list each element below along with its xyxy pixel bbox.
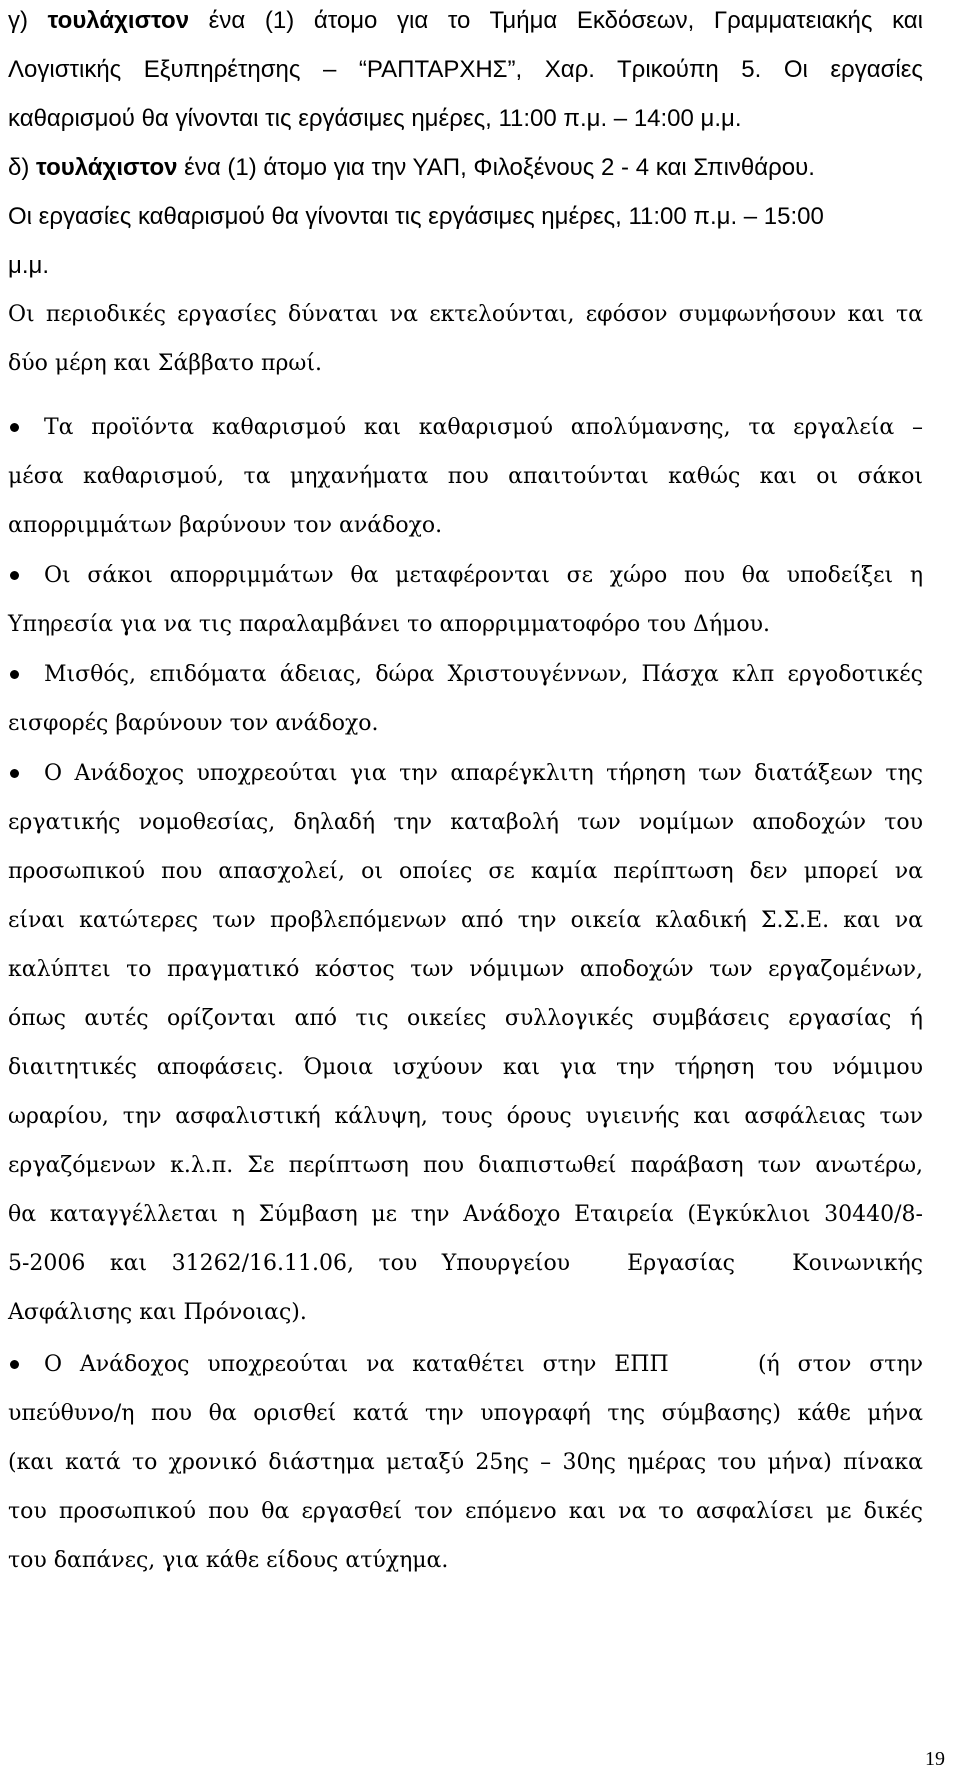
bullet-item-4 (8, 749, 923, 1337)
bullet-3-line-1: Μισθός, επιδόματα άδειας, δώρα Χριστουγέννων, Πάσχα κλπ εργοδοτικές (44, 662, 923, 687)
bullet-5-line-3: (και κατά το χρονικό διάστημα μεταξύ 25ης – 30ης ημέρας του μήνα) πίνακα (8, 1450, 923, 1475)
bullet-2-line-1: Οι σάκοι απορριμμάτων θα μεταφέρονται σε χώρο που θα υποδείξει η (44, 563, 923, 588)
bullet-5-line-5: του δαπάνες, για κάθε είδους ατύχημα. (8, 1548, 449, 1573)
paragraph-delta-bold: τουλάχιστον (36, 154, 178, 181)
paragraph-delta-line-2: Οι εργασίες καθαρισμού θα γίνονται τις εργάσιμες ημέρες, 11:00 π.μ. – 15:00 (8, 203, 824, 230)
bullet-4-line-4: είναι κατώτερες των προβλεπόμενων από την οικεία κλαδική Σ.Σ.Ε. και να (8, 908, 923, 933)
bullet-5-line-4: του προσωπικού που θα εργασθεί τον επόμενο και να το ασφαλίσει με δικές (8, 1499, 923, 1524)
bullet-4-line-12: Ασφάλισης και Πρόνοιας). (8, 1300, 307, 1325)
periodic-line-2: δύο μέρη και Σάββατο πρωί. (8, 351, 322, 376)
paragraph-gamma-line-1 (8, 0, 923, 45)
paragraph-gamma-line-2: Λογιστικής Εξυπηρέτησης – “ΡΑΠΤΑΡΧΗΣ”, Χαρ. Τρικούπη 5. Οι εργασίες (8, 56, 923, 83)
paragraph-delta (8, 143, 923, 290)
bullet-4-line-11: 5-2006 και 31262/16.11.06, του Υπουργείου Εργασίας Κοινωνικής (8, 1251, 923, 1276)
bullet-1-line-2: μέσα καθαρισμού, τα μηχανήματα που απαιτούνται καθώς και οι σάκοι (8, 464, 923, 489)
bullet-4-line-1: Ο Ανάδοχος υποχρεούται για την απαρέγκλιτη τήρηση των διατάξεων της (44, 761, 923, 786)
paragraph-delta-label: δ) (8, 154, 30, 181)
bullet-4-line-10: θα καταγγέλλεται η Σύμβαση με την Ανάδοχο Εταιρεία (Εγκύκλιοι 30440/8- (8, 1202, 923, 1227)
bullet-5-line-1: Ο Ανάδοχος υποχρεούται να καταθέτει στην ΕΠΠ (ή στον στην (44, 1352, 923, 1377)
bullet-3-line-2: εισφορές βαρύνουν τον ανάδοχο. (8, 711, 379, 736)
paragraph-gamma-line-3: καθαρισμού θα γίνονται τις εργάσιμες ημέρες, 11:00 π.μ. – 14:00 μ.μ. (8, 105, 742, 132)
bullet-item-1 (8, 403, 923, 550)
bullet-4-line-6: όπως αυτές ορίζονται από τις οικείες συλλογικές συμβάσεις εργασίας ή (8, 1006, 923, 1031)
page-number: 19 (925, 1748, 945, 1770)
bullet-item-5 (8, 1340, 923, 1585)
bullet-4-line-7: διαιτητικές αποφάσεις. Όμοια ισχύουν και για την τήρηση του νόμιμου (8, 1055, 923, 1080)
bullet-4-line-3: προσωπικού που απασχολεί, οι οποίες σε καμία περίπτωση δεν μπορεί να (8, 859, 923, 884)
bullet-5-line-2: υπεύθυνο/η που θα ορισθεί κατά την υπογραφή της σύμβασης) κάθε μήνα (8, 1401, 923, 1426)
periodic-paragraph (8, 290, 923, 388)
bullet-item-3 (8, 650, 923, 748)
paragraph-delta-line-3: μ.μ. (8, 252, 49, 279)
bullet-4-line-5: καλύπτει το πραγματικό κόστος των νόμιμων αποδοχών των εργαζομένων, (8, 957, 923, 982)
paragraph-delta-text: ένα (1) άτομο για την ΥΑΠ, Φιλοξένους 2 - 4 και Σπινθάρου. (177, 154, 815, 181)
bullet-4-line-2: εργατικής νομοθεσίας, δηλαδή την καταβολή των νομίμων αποδοχών του (8, 810, 923, 835)
bullet-1-line-3: απορριμμάτων βαρύνουν τον ανάδοχο. (8, 513, 443, 538)
paragraph-gamma-bold: τουλάχιστον (47, 7, 190, 34)
bullet-4-line-9: εργαζόμενων κ.λ.π. Σε περίπτωση που διαπιστωθεί παράβαση των ανωτέρω, (8, 1153, 923, 1178)
periodic-line-1: Οι περιοδικές εργασίες δύναται να εκτελούνται, εφόσον συμφωνήσουν και τα (8, 302, 923, 327)
bullet-1-line-1: Τα προϊόντα καθαρισμού και καθαρισμού απολύμανσης, τα εργαλεία – (44, 415, 923, 440)
paragraph-delta-line-1 (8, 143, 923, 192)
paragraph-gamma-text: ένα (1) άτομο για το Τμήμα Εκδόσεων, Γραμματειακής και (189, 7, 923, 34)
bullet-2-line-2: Υπηρεσία για να τις παραλαμβάνει το απορριμματοφόρο του Δήμου. (8, 612, 771, 637)
paragraph-gamma (8, 0, 923, 143)
bullet-4-line-8: ωραρίου, την ασφαλιστική κάλυψη, τους όρους υγιεινής και ασφάλειας των (8, 1104, 923, 1129)
bullet-item-2 (8, 551, 923, 649)
paragraph-gamma-label: γ) (8, 7, 28, 34)
